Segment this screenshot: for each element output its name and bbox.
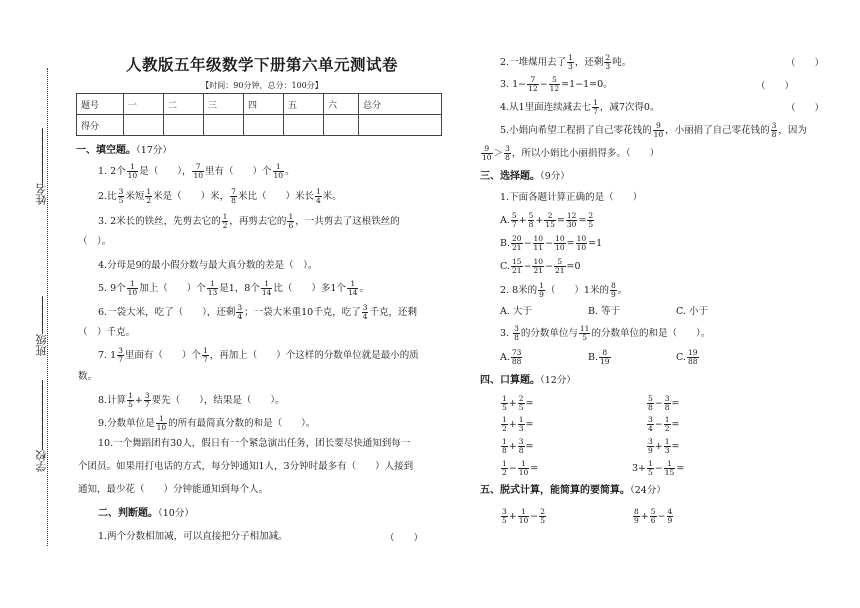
s1-q3: 3. 2米长的铁丝，先剪去它的 $\frac{1}{2}$ ，再剪去它的 $\frac{1}{6}$ ，一共剪去了这根铁丝的 — [98, 212, 400, 230]
score-header-cell: 五 — [284, 94, 324, 115]
class-label: 班级 — [35, 334, 48, 356]
mental-calc-item: $\frac{1}{5}$ + $\frac{2}{5}$ = — [502, 394, 534, 412]
s1-q1: 1. 2个 $\frac{1}{10}$ 是（ ）， $\frac{7}{10}$ 里有（ ）个 $\frac{1}{10}$ 。 — [98, 162, 295, 180]
s1-q6-cont: （ ）千克。 — [78, 327, 136, 338]
score-input-cell[interactable] — [204, 115, 244, 136]
s3-q2-option-c[interactable]: C. 小于 — [676, 306, 708, 317]
s2-q3-answer[interactable]: （ ） — [756, 81, 795, 92]
s2-q4-answer[interactable]: （ ） — [786, 103, 825, 114]
score-input-cell[interactable] — [124, 115, 164, 136]
s1-q9: 9.分数单位是 $\frac{1}{10}$ 的所有最简真分数的和是（ ）。 — [98, 414, 316, 432]
s1-q10-cont1: 个团员。如果用打电话的方式，每分钟通知1人，3分钟时最多有（ ）人接到 — [78, 461, 414, 472]
s1-q7-cont: 数。 — [78, 371, 98, 382]
class-field[interactable] — [36, 296, 48, 356]
score-input-cell[interactable] — [244, 115, 284, 136]
s3-q3-option-b[interactable]: B. $\frac{8}{19}$ — [588, 348, 610, 366]
score-input-cell[interactable] — [284, 115, 324, 136]
score-header-cell: 总分 — [359, 94, 442, 115]
name-underline — [42, 128, 43, 183]
s2-q1: 1.两个分数相加减，可以直接把分子相加减。 — [98, 531, 288, 542]
s2-q2: 2.一堆煤用去了 $\frac{1}{3}$ ，还剩 $\frac{2}{3}$ 吨。 — [500, 53, 632, 71]
s2-q3: 3. 1− $\frac{7}{12}$ − $\frac{5}{12}$ =1−1=0。 — [500, 75, 613, 93]
score-header-cell: 一 — [124, 94, 164, 115]
s1-q2: 2.比 $\frac{3}{5}$ 米短 $\frac{1}{2}$ 米是（ ）米， $\frac{7}{8}$ 米比（ ）米长 $\frac{1}{4}$ 米。 — [98, 187, 342, 205]
calc-item: $\frac{3}{5}$ + $\frac{1}{10}$ − $\frac{2}{5}$ — [502, 507, 546, 525]
calc-item: $\frac{8}{9}$ + $\frac{5}{6}$ − $\frac{4}{9}$ — [634, 507, 673, 525]
section5-heading: 五、脱式计算，能简算的要简算。（24分） — [480, 485, 666, 496]
score-table — [76, 93, 442, 136]
mental-calc-item: $\frac{1}{2}$ + $\frac{1}{3}$ = — [502, 415, 534, 433]
section1-heading: 一、填空题。（17分） — [76, 145, 172, 156]
exam-title: 人教版五年级数学下册第六单元测试卷 — [125, 56, 398, 74]
mental-calc-item: $\frac{5}{8}$ − $\frac{3}{8}$ = — [648, 394, 680, 412]
score-header-cell: 六 — [324, 94, 359, 115]
score-input-cell[interactable] — [324, 115, 359, 136]
s3-option-c[interactable]: C. $\frac{15}{21}$ − $\frac{10}{21}$ − $\frac{5}{21}$ =0 — [500, 257, 581, 275]
s1-q4: 4.分母是9的最小假分数与最大真分数的差是（ ）。 — [98, 260, 318, 271]
class-underline — [42, 296, 43, 334]
school-label: 学校 — [35, 450, 48, 472]
s3-option-b[interactable]: B. $\frac{20}{21}$ − $\frac{10}{11}$ − $\frac{10}{10}$ = $\frac{10}{10}$ =1 — [500, 234, 603, 252]
s1-q6: 6.一袋大米，吃了（ ），还剩 $\frac{3}{4}$ ；一袋大米重10千克，吃了 $\frac{3}{4}$ 千克，还剩 — [98, 303, 417, 321]
s2-q2-answer[interactable]: （ ） — [786, 58, 825, 69]
mental-calc-item: 3+ $\frac{1}{5}$ − $\frac{1}{15}$ = — [632, 459, 685, 477]
school-field[interactable] — [36, 380, 48, 472]
s1-q5: 5. 9个 $\frac{1}{10}$ 加上（ ）个 $\frac{1}{13}$ 是1，8个 $\frac{1}{14}$ 比（ ）多1个 $\frac{1}{14}$ 。 — [98, 279, 369, 297]
s1-q3-cont: （ ）。 — [78, 236, 112, 247]
section2-heading: 二、判断题。（10分） — [98, 508, 194, 519]
mental-calc-item: $\frac{3}{9}$ + $\frac{1}{3}$ = — [648, 437, 680, 455]
score-row-label: 得分 — [77, 115, 124, 136]
mental-calc-item: $\frac{1}{8}$ + $\frac{3}{8}$ = — [502, 437, 534, 455]
s3-q3-option-c[interactable]: C. $\frac{19}{88}$ — [676, 348, 698, 366]
score-header-cell: 二 — [164, 94, 204, 115]
s2-q4: 4.从1里面连续减去七 $\frac{1}{7}$ ，减7次得0。 — [500, 98, 660, 116]
s1-q10-cont2: 通知，最少花（ ）分钟能通知到每个人。 — [78, 484, 269, 495]
score-table-header-row — [77, 94, 442, 115]
time-info: 【时间：90分钟，总分：100分】 — [201, 81, 323, 90]
s3-option-a[interactable]: A. $\frac{5}{7}$ + $\frac{5}{8}$ + $\frac{2}{15}$ = $\frac{12}{30}$ = $\frac{2}{5}$ — [500, 211, 594, 229]
score-header-cell: 题号 — [77, 94, 124, 115]
s3-q2-option-a[interactable]: A. 大于 — [500, 306, 532, 317]
mental-calc-item: $\frac{1}{2}$ − $\frac{1}{10}$ = — [502, 459, 539, 477]
mental-calc-item: $\frac{3}{4}$ − $\frac{1}{2}$ = — [648, 415, 680, 433]
school-underline — [42, 380, 43, 450]
s1-q7: 7. 1 $\frac{3}{7}$ 里面有（ ）个 $\frac{1}{7}$ ，再加上（ ）个这样的分数单位就是最小的质 — [98, 346, 419, 364]
s3-q3-option-a[interactable]: A. $\frac{73}{88}$ — [500, 348, 522, 366]
score-table-score-row — [77, 115, 442, 136]
name-field[interactable] — [36, 128, 48, 205]
s1-q10: 10.一个舞蹈团有30人，假日有一个紧急演出任务，团长要尽快通知到每一 — [98, 438, 411, 449]
score-header-cell: 三 — [204, 94, 244, 115]
s2-q5: 5.小娟向希望工程捐了自己零花钱的 $\frac{9}{10}$ ，小丽捐了自己零花钱的 $\frac{3}{8}$ ，因为 — [500, 121, 807, 139]
score-input-cell[interactable] — [164, 115, 204, 136]
s3-q3: 3. $\frac{3}{8}$ 的分数单位与 $\frac{11}{5}$ 的分数单位的和是（ ）。 — [500, 324, 711, 342]
section3-heading: 三、选择题。（9分） — [480, 171, 570, 182]
s1-q8: 8.计算 $\frac{1}{5}$ + $\frac{3}{7}$ 要先（ ），结果是（ ）。 — [98, 391, 285, 409]
section4-heading: 四、口算题。（12分） — [480, 375, 576, 386]
s2-q5-cont: $\frac{9}{10}$ ＞ $\frac{3}{8}$ ，所以小娟比小丽捐得多。（ ） — [482, 144, 660, 162]
name-label: 姓名 — [35, 183, 48, 205]
s3-q2-option-b[interactable]: B. 等于 — [588, 306, 621, 317]
score-input-cell[interactable] — [359, 115, 442, 136]
s2-q1-answer[interactable]: （ ） — [385, 533, 424, 544]
score-header-cell: 四 — [244, 94, 284, 115]
s3-q2: 2. 8米的 $\frac{1}{9}$ （ ）1米的 $\frac{8}{9}$ 。 — [500, 281, 628, 299]
s3-q1: 1.下面各题计算正确的是（ ） — [500, 192, 643, 203]
